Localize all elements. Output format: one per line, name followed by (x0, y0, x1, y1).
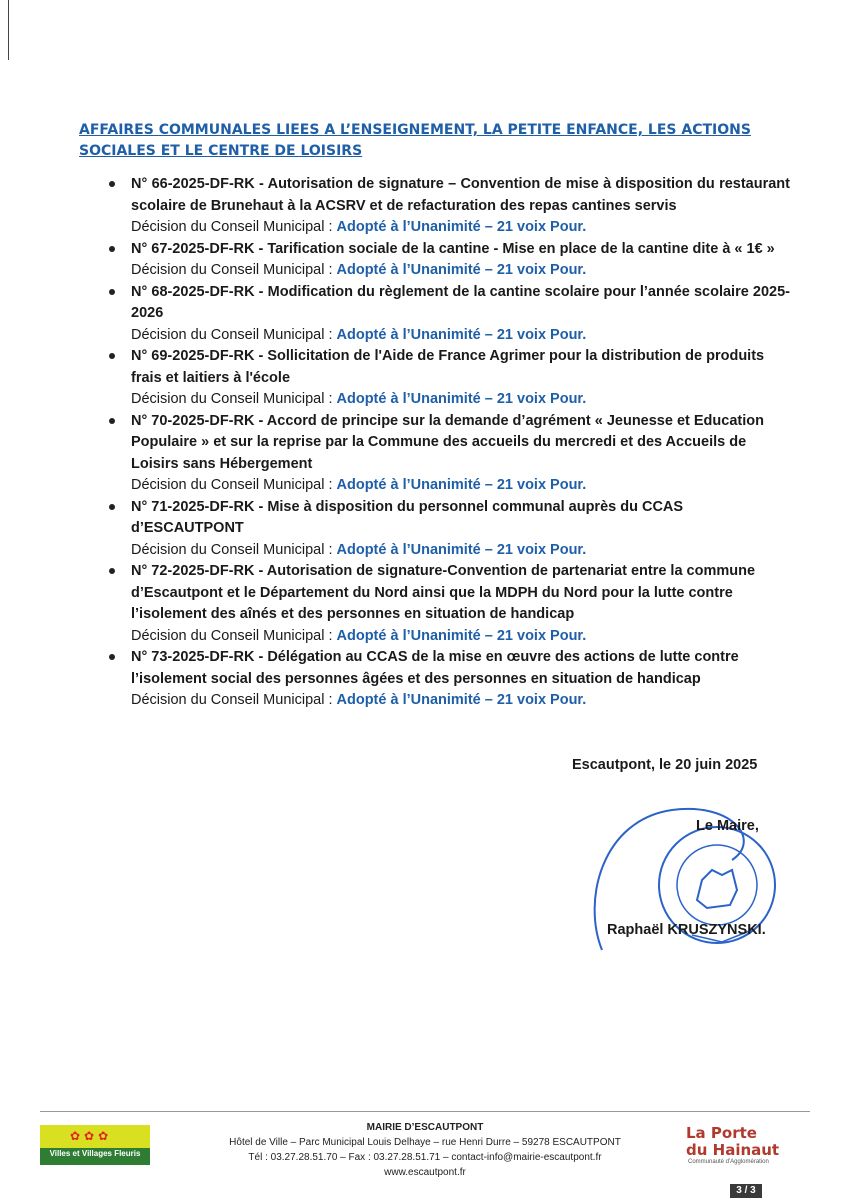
footer-divider (40, 1111, 810, 1112)
deliberation-title: N° 67-2025-DF-RK - Tarification sociale de la cantine - Mise en place de la cantine dite à « 1€ » (131, 240, 775, 257)
deliberation-item (100, 346, 790, 411)
decision-result: Adopté à l’Unanimité – 21 voix Pour. (336, 692, 587, 708)
bullet-icon (109, 289, 115, 295)
decision-line (131, 260, 790, 282)
deliberation-title: N° 72-2025-DF-RK - Autorisation de signature-Convention de partenariat entre la commune d’Escautpont et le Département du Nord ainsi que la MDPH du Nord pour la lutte contre l’isolement des aînés et des personnes en situation de handicap (131, 563, 756, 622)
decision-result: Adopté à l’Unanimité – 21 voix Pour. (336, 262, 587, 278)
deliberation-item (100, 647, 790, 712)
footer-contact: Tél : 03.27.28.51.70 – Fax : 03.27.28.51.71 – contact-info@mairie-escautpont.fr (248, 1152, 602, 1163)
deliberation-title: N° 71-2025-DF-RK - Mise à disposition du personnel communal auprès du CCAS d’ESCAUTPONT (131, 498, 684, 536)
bullet-icon (109, 418, 115, 424)
bullet-icon (109, 246, 115, 252)
decision-label: Décision du Conseil Municipal : (131, 692, 337, 708)
bullet-icon (109, 654, 115, 660)
footer-org: MAIRIE D’ESCAUTPONT (366, 1122, 484, 1133)
decision-result: Adopté à l’Unanimité – 21 voix Pour. (336, 477, 587, 493)
deliberation-title: N° 73-2025-DF-RK - Délégation au CCAS de la mise en œuvre des actions de lutte contre l’isolement social des personnes âgées et des personnes en situation de handicap (131, 649, 739, 687)
decision-result: Adopté à l’Unanimité – 21 voix Pour. (336, 541, 587, 558)
decision-label: Décision du Conseil Municipal : (131, 541, 337, 558)
deliberation-item (100, 411, 790, 497)
bullet-icon (109, 353, 115, 359)
decision-line (131, 626, 790, 648)
page-number: 3 / 3 (730, 1184, 762, 1198)
decision-result: Adopté à l’Unanimité – 21 voix Pour. (336, 391, 587, 407)
deliberation-title: N° 69-2025-DF-RK - Sollicitation de l'Aide de France Agrimer pour la distribution de produits frais et laitiers à l'école (131, 348, 765, 386)
decision-line (131, 540, 790, 562)
decision-result: Adopté à l’Unanimité – 21 voix Pour. (336, 326, 587, 343)
deliberation-item (100, 282, 790, 347)
flower-icons: ✿✿✿ (70, 1129, 113, 1143)
deliberation-item (100, 561, 790, 647)
mayor-title: Le Maire, (696, 818, 759, 834)
decision-line (131, 217, 790, 239)
footer-info (180, 1120, 670, 1180)
decision-label: Décision du Conseil Municipal : (131, 391, 337, 407)
deliberation-title: N° 70-2025-DF-RK - Accord de principe sur la demande d’agrément « Jeunesse et Education Populaire » et sur la reprise par la Commune des accueils du mercredi et des Accueils de Loisirs sans Hébergement (131, 412, 764, 472)
footer-address: Hôtel de Ville – Parc Municipal Louis Delhaye – rue Henri Durre – 59278 ESCAUTPONT (229, 1137, 621, 1148)
deliberation-item (100, 497, 790, 562)
bullet-icon (109, 181, 115, 187)
section-title: AFFAIRES COMMUNALES LIEES A L’ENSEIGNEMENT, LA PETITE ENFANCE, LES ACTIONS SOCIALES ET LE CENTRE DE LOISIRS (79, 122, 751, 159)
badge-label: Villes et Villages Fleuris (40, 1148, 150, 1160)
decision-label: Décision du Conseil Municipal : (131, 477, 337, 493)
decision-label: Décision du Conseil Municipal : (131, 219, 337, 235)
bullet-icon (109, 504, 115, 510)
deliberation-list (100, 174, 790, 712)
decision-line (131, 325, 790, 347)
deliberation-title: N° 66-2025-DF-RK - Autorisation de signature – Convention de mise à disposition du restaurant scolaire de Brunehaut à la ACSRV et de refacturation des repas cantines servis (131, 176, 790, 214)
decision-label: Décision du Conseil Municipal : (131, 262, 337, 278)
decision-line (131, 389, 790, 411)
decision-label: Décision du Conseil Municipal : (131, 326, 337, 343)
decision-line (131, 475, 790, 497)
left-margin-rule (8, 0, 9, 60)
villes-villages-fleuris-logo (40, 1125, 150, 1165)
deliberation-item (100, 239, 790, 282)
deliberation-item (100, 174, 790, 239)
footer-website: www.escautpont.fr (384, 1167, 466, 1178)
place-date: Escautpont, le 20 juin 2025 (572, 757, 758, 773)
decision-result: Adopté à l’Unanimité – 21 voix Pour. (336, 627, 587, 644)
bullet-icon (109, 568, 115, 574)
decision-result: Adopté à l’Unanimité – 21 voix Pour. (336, 219, 587, 235)
deliberation-title: N° 68-2025-DF-RK - Modification du règlement de la cantine scolaire pour l’année scolaire 2025-2026 (131, 283, 790, 321)
decision-label: Décision du Conseil Municipal : (131, 627, 337, 644)
decision-line (131, 690, 790, 712)
mayor-name: Raphaël KRUSZYNSKI. (607, 922, 766, 938)
porte-du-hainaut-logo: La Porte du Hainaut Communauté d'Agglomération (686, 1124, 780, 1165)
